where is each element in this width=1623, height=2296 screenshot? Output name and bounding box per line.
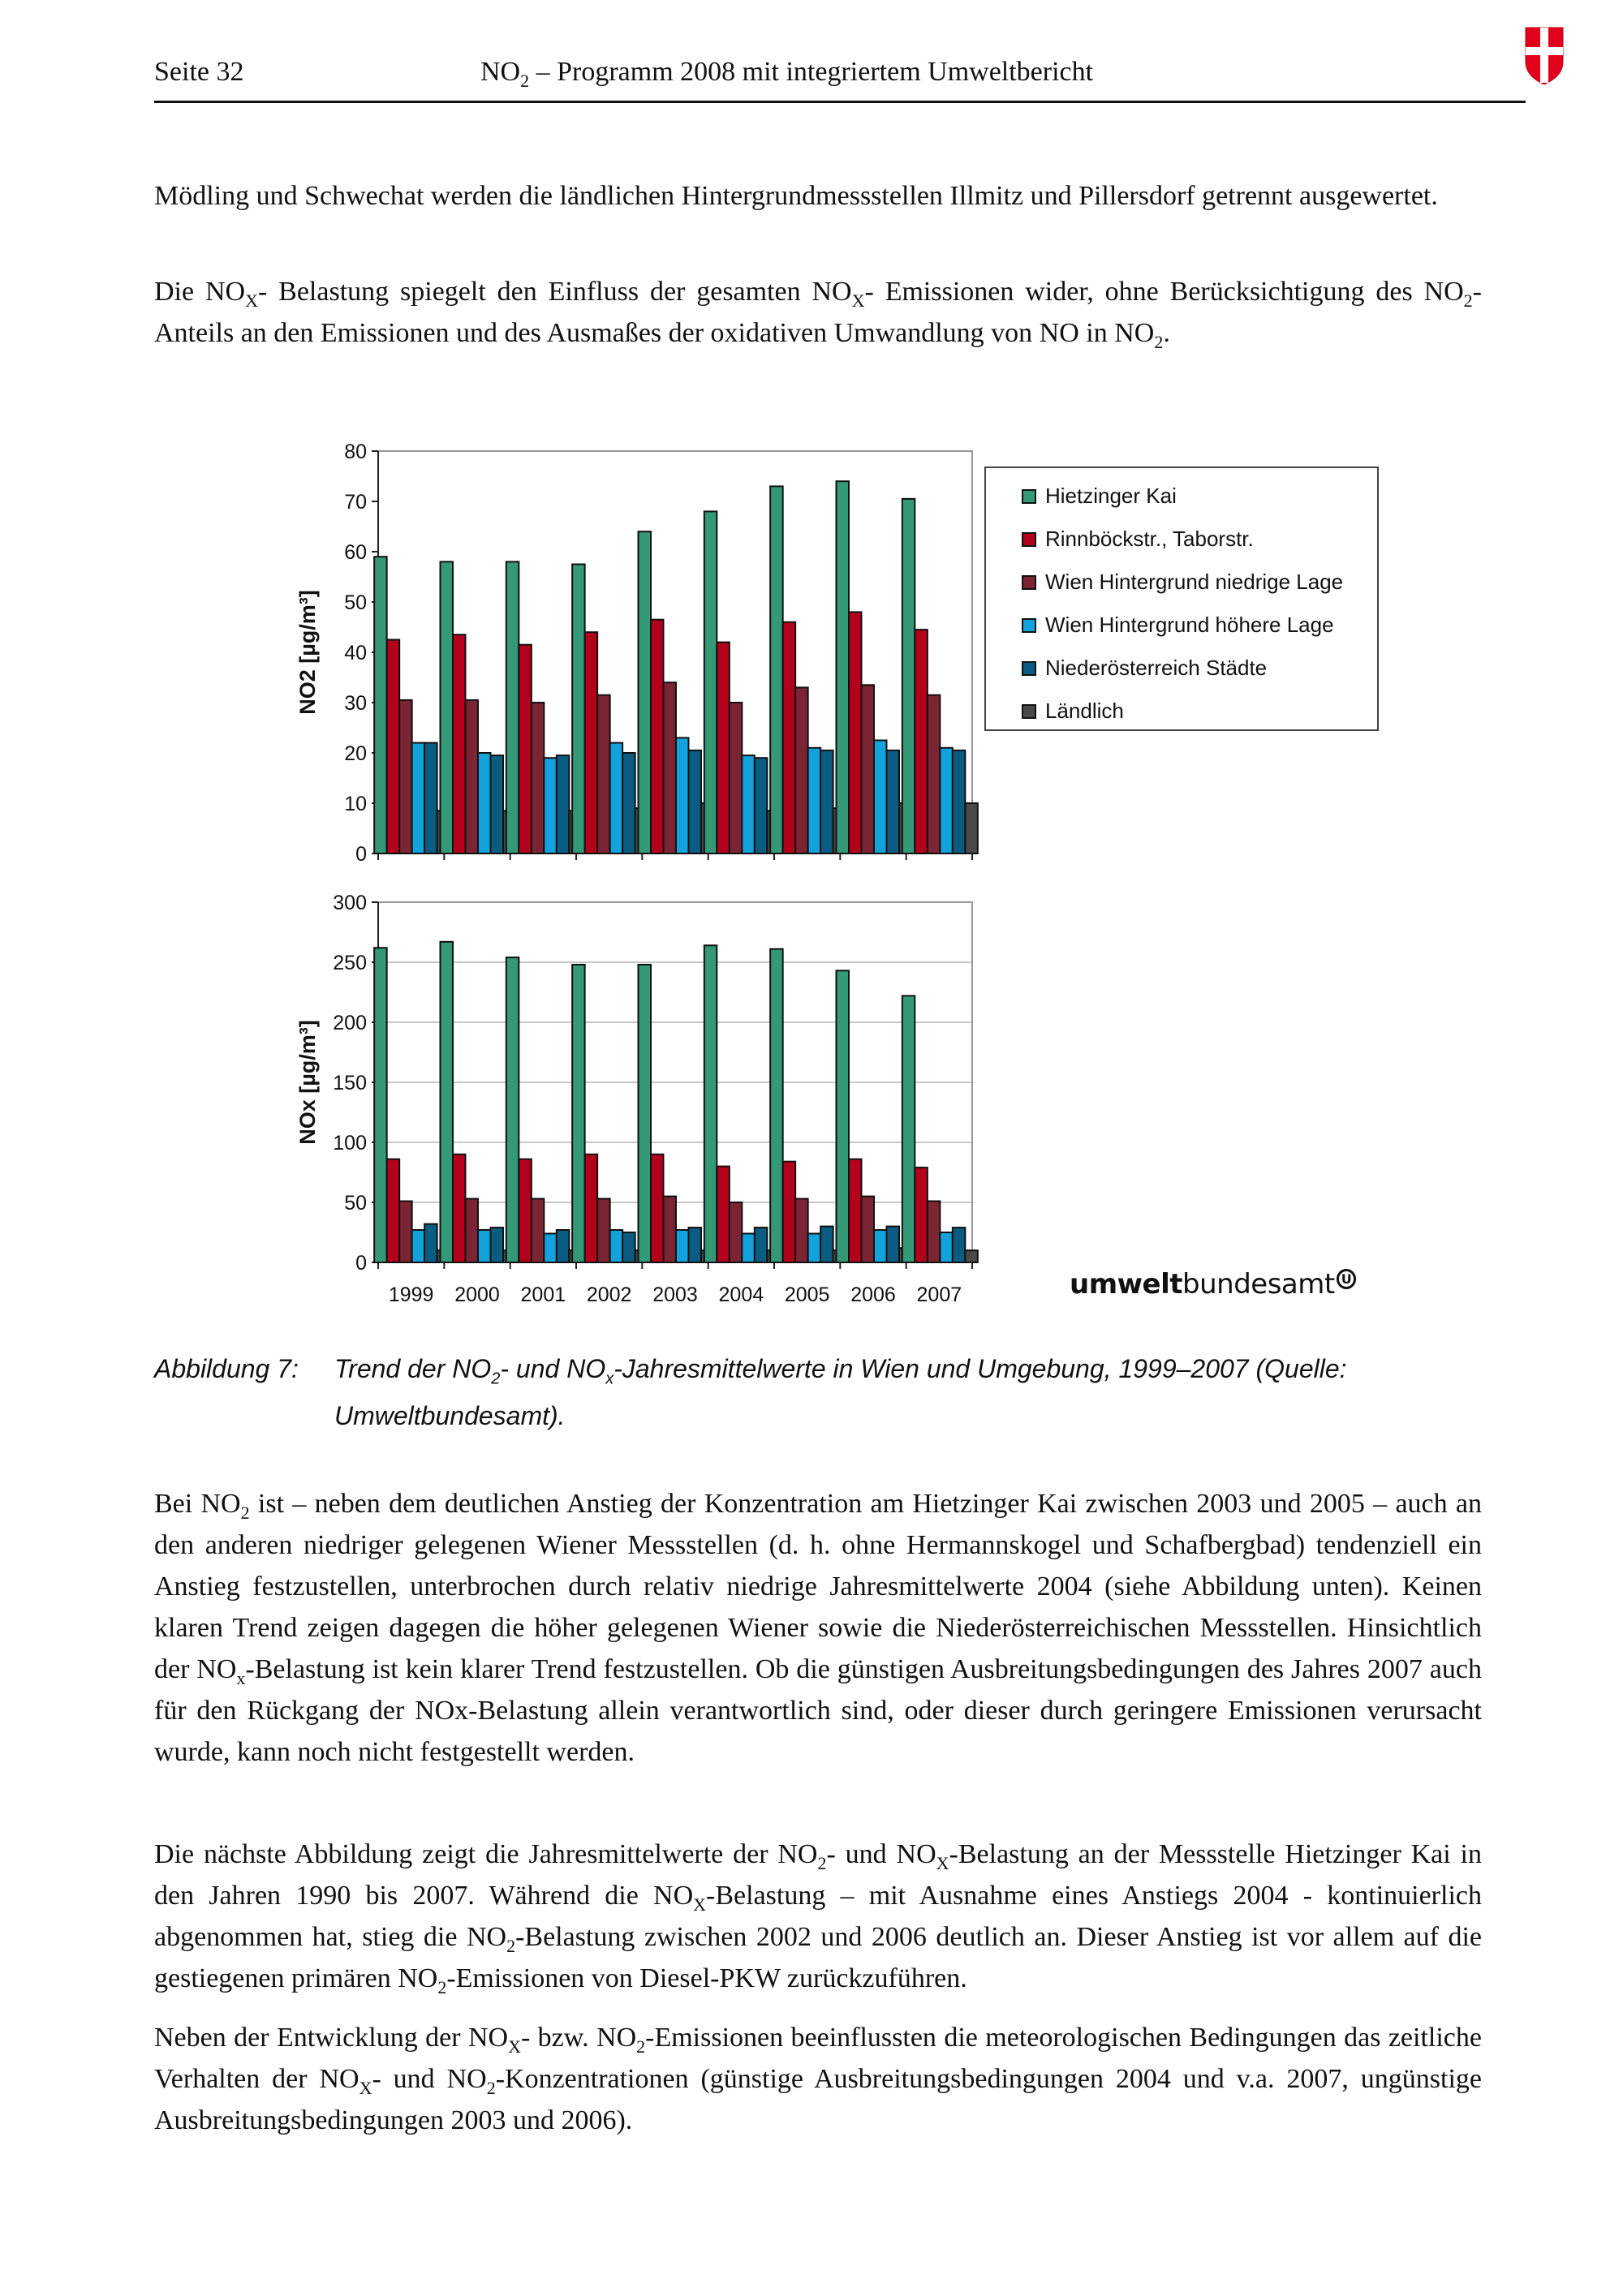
bar bbox=[387, 1159, 400, 1262]
bar bbox=[532, 703, 545, 853]
bar bbox=[399, 700, 412, 853]
subscript: 2 bbox=[437, 1976, 447, 1997]
subscript: 2 bbox=[1463, 290, 1473, 311]
bar bbox=[940, 748, 953, 853]
bar bbox=[689, 1228, 702, 1262]
bar bbox=[820, 750, 833, 853]
caption-label: Abbildung 7: bbox=[154, 1354, 299, 1383]
bar bbox=[519, 645, 532, 853]
bar bbox=[412, 1230, 425, 1262]
subscript: 2 bbox=[817, 1852, 827, 1873]
bar bbox=[742, 1233, 755, 1262]
bar bbox=[506, 957, 519, 1262]
subscript: X bbox=[359, 2077, 372, 2098]
bar bbox=[730, 1202, 743, 1262]
legend-label: Hietzinger Kai bbox=[1045, 484, 1177, 508]
y-tick-label: 70 bbox=[344, 491, 367, 514]
subscript: 2 bbox=[486, 2077, 496, 2098]
title-prefix: NO bbox=[480, 57, 521, 87]
bar bbox=[795, 1199, 808, 1262]
x-tick-label: 2000 bbox=[454, 1283, 500, 1306]
legend-swatch bbox=[1022, 490, 1035, 503]
bar bbox=[585, 1154, 598, 1262]
bar bbox=[412, 743, 425, 853]
bar bbox=[585, 632, 598, 853]
y-axis-label: NOx [µg/m³] bbox=[295, 1020, 320, 1145]
bar bbox=[610, 1230, 623, 1262]
bar bbox=[387, 640, 400, 854]
bar bbox=[755, 758, 768, 853]
legend-swatch bbox=[1022, 619, 1035, 632]
legend-label: Rinnböckstr., Taborstr. bbox=[1045, 527, 1254, 551]
bar bbox=[808, 1233, 821, 1262]
bar bbox=[557, 755, 570, 853]
bar bbox=[837, 481, 850, 853]
y-axis-label: NO2 [µg/m³] bbox=[295, 590, 320, 715]
bar bbox=[424, 1224, 437, 1262]
bar bbox=[622, 1232, 635, 1262]
x-tick-label: 2003 bbox=[652, 1283, 698, 1306]
bar bbox=[544, 758, 557, 853]
paragraph-no2-trend: Bei $NO_2$ ist – neben dem deutlichen Anstieg der Konzentration am Hietzinger Kai zwischen 2003 und 2005 – auch an den anderen niedriger gelegenen Wiener Messstellen (d. h. ohne Hermannskogel und Schafbergbad) tendenziell ein Anstieg festzustellen, unterbrochen durch relativ niedrige Jahresmittelwerte 2004 (siehe Abbildung unten). Keinen klaren Trend zeigen dagegen die höher gelegenen Wiener sowie die Niederösterreichischen Messstellen. Hinsichtlich der $NO_x$-Belastung ist kein klarer Trend festzustellen. Ob die günstigen Ausbreitungsbedingungen des Jahres 2007 auch für den Rückgang der NOx-Belastung allein verantwortlich sind, oder dieser durch geringere Emissionen verursacht wurde, kann noch nicht festgestellt werden. bbox=[154, 1489, 1483, 1767]
y-tick-label: 100 bbox=[333, 1132, 367, 1154]
x-tick-label: 2007 bbox=[916, 1283, 962, 1306]
bar bbox=[717, 1167, 730, 1262]
bar bbox=[953, 1228, 966, 1262]
subscript: X bbox=[851, 290, 865, 311]
bar bbox=[374, 948, 387, 1262]
y-tick-label: 250 bbox=[333, 952, 367, 974]
y-tick-label: 40 bbox=[344, 642, 367, 664]
bar bbox=[928, 695, 941, 853]
logo-bold-part: umwelt bbox=[1070, 1268, 1183, 1301]
subscript: 2 bbox=[240, 1502, 250, 1523]
bar bbox=[453, 634, 466, 853]
bar bbox=[808, 748, 821, 853]
bar-chart-no2-nox bbox=[268, 422, 1404, 1314]
bar bbox=[770, 949, 783, 1262]
subscript: x bbox=[605, 1369, 614, 1388]
bar bbox=[557, 1230, 570, 1262]
logo-light-part: bundesamt bbox=[1182, 1268, 1335, 1301]
legend-swatch bbox=[1022, 533, 1035, 546]
bar bbox=[783, 1162, 796, 1262]
bar bbox=[915, 630, 928, 853]
bar bbox=[572, 565, 585, 854]
bar bbox=[651, 1154, 664, 1262]
subscript: x bbox=[236, 1667, 246, 1688]
paragraph-intro: Mödling und Schwechat werden die ländlichen Hintergrundmessstellen Illmitz und Pillersdorf getrennt ausgewertet. bbox=[154, 181, 1438, 211]
bar bbox=[770, 486, 783, 853]
y-tick-label: 50 bbox=[344, 591, 367, 614]
bar bbox=[491, 755, 504, 853]
legend bbox=[985, 467, 1378, 730]
page-header bbox=[154, 50, 1526, 103]
subscript: 2 bbox=[491, 1369, 501, 1388]
subscript: X bbox=[245, 290, 258, 311]
bar bbox=[399, 1202, 412, 1262]
bar bbox=[874, 1230, 887, 1262]
bar bbox=[849, 612, 862, 853]
bar bbox=[965, 1250, 978, 1262]
paragraph-meteorology: Neben der Entwicklung der $NO_X-$ bzw. $NO_2$-Emissionen beeinflussten die meteorologischen Bedingungen das zeitliche Verhalten der $NO_X-$ und $NO_2$-Konzentrationen (günstige Ausbreitungsbedingungen 2004 und v.a. 2007, ungünstige Ausbreitungsbedingungen 2003 und 2006). bbox=[154, 2023, 1483, 2135]
bar bbox=[755, 1228, 768, 1262]
y-tick-label: 0 bbox=[355, 843, 367, 866]
bar bbox=[424, 743, 437, 853]
y-tick-label: 10 bbox=[344, 793, 367, 815]
bar bbox=[887, 1227, 900, 1262]
bar bbox=[862, 685, 875, 853]
x-tick-label: 1999 bbox=[388, 1283, 434, 1306]
figure-chart bbox=[268, 422, 1404, 1314]
bar bbox=[639, 965, 652, 1262]
umweltbundesamt-logo bbox=[1070, 1268, 1356, 1301]
bar bbox=[849, 1159, 862, 1262]
bar bbox=[704, 945, 717, 1262]
bar bbox=[374, 557, 387, 853]
bar bbox=[953, 750, 966, 853]
x-tick-label: 2005 bbox=[784, 1283, 830, 1306]
bar bbox=[441, 942, 454, 1262]
document-title bbox=[480, 57, 1093, 92]
y-tick-label: 60 bbox=[344, 541, 367, 564]
subscript: 2 bbox=[506, 1935, 516, 1956]
x-tick-label: 2002 bbox=[586, 1283, 632, 1306]
bar bbox=[689, 750, 702, 853]
subscript: X bbox=[508, 2036, 521, 2057]
bar bbox=[651, 620, 664, 853]
bar bbox=[491, 1228, 504, 1262]
bar bbox=[717, 643, 730, 853]
y-tick-label: 0 bbox=[355, 1252, 367, 1275]
figure-caption bbox=[154, 1350, 1482, 1434]
y-tick-label: 80 bbox=[344, 441, 367, 463]
bar bbox=[519, 1159, 532, 1262]
bar bbox=[506, 561, 519, 853]
bar bbox=[466, 1199, 479, 1262]
bar bbox=[676, 737, 689, 853]
bar bbox=[441, 561, 454, 853]
bar bbox=[902, 995, 915, 1262]
y-tick-label: 30 bbox=[344, 692, 367, 715]
bar bbox=[928, 1202, 941, 1262]
x-tick-label: 2006 bbox=[850, 1283, 896, 1306]
bar bbox=[874, 741, 887, 854]
subscript: 2 bbox=[636, 2036, 646, 2057]
bar bbox=[597, 695, 610, 853]
legend-swatch bbox=[1022, 705, 1035, 718]
page-number: Seite 32 bbox=[154, 57, 244, 87]
legend-swatch bbox=[1022, 662, 1035, 675]
bar bbox=[639, 531, 652, 853]
legend-label: Wien Hintergrund niedrige Lage bbox=[1045, 570, 1344, 594]
bar bbox=[783, 622, 796, 853]
y-tick-label: 300 bbox=[333, 892, 367, 914]
subscript: 2 bbox=[1154, 331, 1164, 352]
x-tick-label: 2001 bbox=[520, 1283, 566, 1306]
caption-text: Trend der $NO_2-$ und $NO_x$-Jahresmittelwerte in Wien und Umgebung, 1999–2007 (Quelle: bbox=[334, 1354, 1347, 1388]
legend-label: Ländlich bbox=[1045, 699, 1124, 723]
bar bbox=[544, 1233, 557, 1262]
x-tick-label: 2004 bbox=[718, 1283, 764, 1306]
bar bbox=[742, 755, 755, 853]
title-rest: – Programm 2008 mit integriertem Umweltbericht bbox=[529, 57, 1094, 87]
bar bbox=[862, 1197, 875, 1262]
y-tick-label: 20 bbox=[344, 742, 367, 765]
bar bbox=[572, 965, 585, 1262]
title-subscript: 2 bbox=[520, 70, 530, 91]
y-tick-label: 200 bbox=[333, 1012, 367, 1034]
bar bbox=[795, 687, 808, 853]
bar bbox=[597, 1199, 610, 1262]
bar bbox=[837, 970, 850, 1262]
bar bbox=[940, 1232, 953, 1262]
y-tick-label: 50 bbox=[344, 1192, 367, 1215]
bar bbox=[466, 700, 479, 853]
bar bbox=[478, 753, 491, 853]
bar bbox=[915, 1167, 928, 1262]
logo-mark-icon: U bbox=[1337, 1269, 1357, 1289]
paragraph-next-figure: Die nächste Abbildung zeigt die Jahresmittelwerte der $NO_2-$ und $NO_X$-Belastung an der Messstelle Hietzinger Kai in den Jahren 1990 bis 2007. Während die $NO_X$-Belastung – mit Ausnahme eines Anstiegs 2004 - kontinuierlich abgenommen hat, stieg die $NO_2$-Belastung zwischen 2002 und 2006 deutlich an. Dieser Anstieg ist vor allem auf die gestiegenen primären $NO_2$-Emissionen von Diesel-PKW zurückzuführen. bbox=[154, 1839, 1483, 1997]
legend-label: Wien Hintergrund höhere Lage bbox=[1045, 613, 1334, 637]
bar bbox=[820, 1227, 833, 1262]
bar bbox=[965, 803, 978, 853]
subscript: X bbox=[936, 1852, 949, 1873]
bar bbox=[478, 1230, 491, 1262]
y-tick-label: 150 bbox=[333, 1072, 367, 1094]
bar bbox=[664, 1197, 677, 1262]
bar bbox=[887, 750, 900, 853]
bar bbox=[610, 743, 623, 853]
bar bbox=[676, 1230, 689, 1262]
bar bbox=[532, 1199, 545, 1262]
bar bbox=[622, 753, 635, 853]
subscript: X bbox=[693, 1894, 707, 1915]
bar bbox=[704, 511, 717, 853]
caption-text-line2: Umweltbundesamt). bbox=[334, 1401, 566, 1431]
bar bbox=[730, 703, 743, 853]
paragraph-nox-load: Die $NO_X-$ Belastung spiegelt den Einfluss der gesamten $NO_X-$ Emissionen wider, ohne Berücksichtigung des $NO_2$-Anteils an den Emissionen und des Ausmaßes der oxidativen Umwandlung von NO in $NO_2$. bbox=[154, 277, 1482, 352]
bar bbox=[664, 682, 677, 853]
bar bbox=[902, 499, 915, 853]
legend-label: Niederösterreich Städte bbox=[1045, 656, 1268, 680]
bar bbox=[453, 1154, 466, 1262]
vienna-crest-icon bbox=[1524, 26, 1565, 86]
legend-swatch bbox=[1022, 576, 1035, 589]
